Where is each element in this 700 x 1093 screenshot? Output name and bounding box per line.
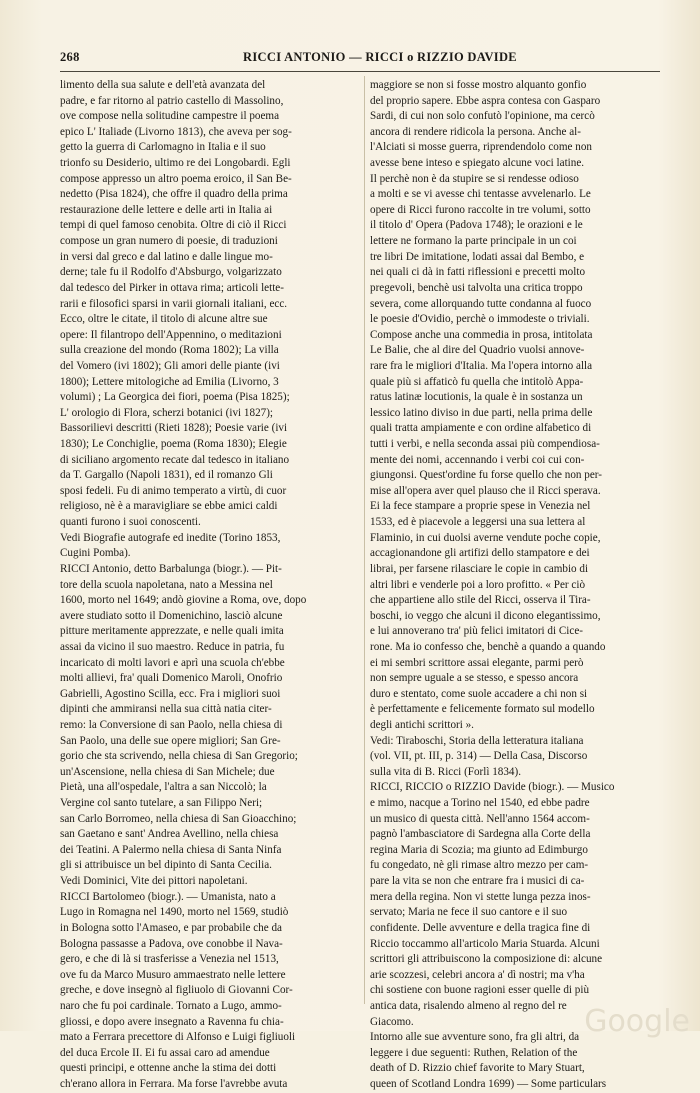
text-line: pagnò l'ambasciatore di Sardegna alla Corte della [370, 828, 591, 841]
text-line: servato; Maria ne fece il suo cantore e il suo [370, 906, 568, 919]
text-line: 1800); Lettere mitologiche ad Emilia (Livorno, 3 [60, 375, 279, 388]
text-line: dei Teatini. A Palermo nella chiesa di Santa Ninfa [60, 843, 282, 856]
page-header [60, 50, 660, 68]
text-line: il titolo d' Opera (Padova 1748); le orazioni e le [370, 219, 583, 232]
text-line: Ei la fece stampare a proprie spese in Venezia nel [370, 500, 591, 513]
text-line: gli si attribuisce un bel dipinto di Santa Cecilia. [60, 859, 272, 872]
text-line: sulla vita di B. Ricci (Forlì 1834). [370, 765, 522, 778]
text-line: volumi) ; La Georgica dei fiori, poema (Pisa 1825); [60, 391, 290, 404]
text-line: boschi, io veggo che alcuni il dicono elegantissimo, [370, 609, 601, 622]
text-line: tutti i verbi, e nella seconda assai più compendiosa- [370, 438, 600, 451]
text-line: altri libri e venderle poi a loro profitto. « Per ciò [370, 578, 586, 591]
text-line: Cugini Pomba). [60, 547, 131, 560]
text-line: tore della scuola napoletana, nato a Messina nel [60, 578, 273, 591]
text-line: e mimo, nacque a Torino nel 1540, ed ebbe padre [370, 797, 590, 810]
text-line: Le Balie, che al dire del Quadrio vuolsi annove- [370, 344, 585, 357]
text-line: mera della regina. Non vi stette lunga pezza inos- [370, 890, 591, 903]
text-line: lettere ne formano la parte principale in un coi [370, 235, 577, 248]
text-line: incaricato di molti lavori e aprì una scuola ch'ebbe [60, 656, 285, 669]
text-line: ove compose nella solitudine campestre il poema [60, 110, 280, 123]
left-column [60, 78, 353, 1093]
text-line: restaurazione delle lettere e delle arti in Italia ai [60, 203, 273, 216]
text-line: di siciliano argomento recate dal tedesco in italiano [60, 453, 290, 466]
text-line: Intorno alle sue avventure sono, fra gli altri, da [370, 1031, 580, 1044]
text-line: san Gaetano e sant' Andrea Avellino, nella chiesa [60, 828, 279, 841]
text-line: Vedi Dominici, Vite dei pittori napoletani. [60, 875, 248, 888]
text-line: le poesie d'Ovidio, perchè o immodeste o triviali. [370, 313, 590, 326]
text-line: avesse bene inteso e spiegato alcune voci latine. [370, 157, 585, 170]
text-line: derne; tale fu il Rodolfo d'Absburgo, volgarizzato [60, 266, 282, 279]
text-line: leggere i due seguenti: Ruthen, Relation of the [370, 1046, 578, 1059]
text-line: death of D. Rizzio chief favorite to Mary Stuart, [370, 1062, 585, 1075]
text-line: del Vomero (ivi 1802); Gli amori delle piante (ivi [60, 359, 280, 372]
text-line: naro che fu poi cardinale. Tornato a Lugo, ammo- [60, 999, 282, 1012]
header-rule [60, 71, 660, 72]
text-line: assai da vicino il suo maestro. Reduce in patria, fu [60, 640, 285, 653]
text-line: greche, e dove insegnò al figliuolo di Giovanni Cor- [60, 984, 293, 997]
text-line: e lui annoverano tra' più felici imitatori di Cice- [370, 625, 583, 638]
text-line: getto la guerra di Carlomagno in Italia e il suo [60, 141, 266, 154]
text-line: mente dei nomi, accennando i verbi coi cui con- [370, 453, 585, 466]
text-line: quanti furono i suoi conoscenti. [60, 516, 201, 529]
text-line: Vergine col santo tutelare, a san Filippo Neri; [60, 797, 263, 810]
text-line: del duca Ercole II. Ei fu assai caro ad amendue [60, 1046, 270, 1059]
right-column [370, 78, 663, 1093]
text-line: del proprio sapere. Ebbe aspra contesa con Gasparo [370, 94, 601, 107]
text-line: mato a Ferrara precettore di Alfonso e Luigi figliuoli [60, 1031, 296, 1044]
text-line: regina Maria di Scozia; ma giunto ad Edimburgo [370, 843, 588, 856]
text-line: Compose anche una commedia in prosa, intitolata [370, 328, 593, 341]
text-line: (vol. VII, pt. III, p. 314) — Della Casa, Discorso [370, 750, 588, 763]
text-line: a molti e se vi avesse chi tentasse avvelenarlo. Le [370, 188, 591, 201]
text-line: Bassorilievi descritti (Rieti 1828); Poesie varie (ivi [60, 422, 288, 435]
text-line: trionfo su Desiderio, ultimo re dei Longobardi. Egli [60, 157, 291, 170]
text-line: gorio che sta scrivendo, nella chiesa di San Gregorio; [60, 750, 298, 763]
text-line: gliossi, e dopo avere insegnato a Ravenna fu chia- [60, 1015, 284, 1028]
text-line: fu congedato, nè gli rimase altro mezzo per cam- [370, 859, 589, 872]
text-line: dal tedesco del Pirker in ottava rima; articoli lette- [60, 281, 284, 294]
text-line: l'Alciati si mosse guerra, riprendendolo come non [370, 141, 592, 154]
text-line: 1830); Le Conchiglie, poema (Roma 1830); Elegie [60, 438, 287, 451]
text-line: epico L' Italiade (Livorno 1813), che aveva per sog- [60, 125, 292, 138]
text-line: duro e stentato, come suole accadere a chi non si [370, 687, 588, 700]
text-line: che appartiene allo stile del Ricci, osserva il Tira- [370, 594, 591, 607]
text-line: ratus latinæ locutionis, la quale è in sostanza un [370, 391, 583, 404]
text-line: pregevoli, benchè usi talvolta una critica troppo [370, 281, 583, 294]
watermark: Google [584, 1004, 690, 1039]
text-line: scrittori gli attribuiscono la composizione di: alcune [370, 953, 603, 966]
text-line: san Carlo Borromeo, nella chiesa di San Gioacchino; [60, 812, 297, 825]
text-line: Giacomo. [370, 1015, 414, 1028]
text-line: opere: Il filantropo dell'Appennino, o meditazioni [60, 328, 282, 341]
text-line: da T. Gargallo (Napoli 1831), ed il romanzo Gli [60, 469, 273, 482]
text-line: RICCI Antonio, detto Barbalunga (biogr.). — Pit- [60, 562, 282, 575]
text-line: 1533, ed è piacevole a leggersi una sua lettera al [370, 516, 586, 529]
text-line: gero, e che di là si trasferisse a Venezia nel 1513, [60, 953, 279, 966]
running-title: RICCI ANTONIO — RICCI o RIZZIO DAVIDE [243, 50, 517, 64]
text-line: avere studiato sotto il Domenichino, lasciò alcune [60, 609, 283, 622]
text-line: RICCI, RICCIO o RIZZIO Davide (biogr.). — Musico [370, 781, 615, 794]
text-line: Vedi: Tiraboschi, Storia della letteratura italiana [370, 734, 584, 747]
text-line: San Paolo, una delle sue opere migliori; San Gre- [60, 734, 281, 747]
text-line: arie scozzesi, celebri ancora a' dì nostri; ma v'ha [370, 968, 585, 981]
text-line: maggiore se non si fosse mostro alquanto gonfio [370, 79, 587, 91]
text-line: sposi fedeli. Fu di animo temperato a virtù, di cuor [60, 484, 287, 497]
text-line: compose appresso un altro poema eroico, il San Be- [60, 172, 292, 185]
text-line: Ecco, oltre le citate, il titolo di alcune altre sue [60, 313, 268, 326]
text-line: mise all'opera aver quel plauso che il Ricci sperava. [370, 484, 601, 497]
text-line: accagionandone gli artifizi dello stampatore e dei [370, 547, 590, 560]
text-line: 1600, morto nel 1649; andò giovine a Roma, ove, dopo [60, 594, 307, 607]
text-line: limento della sua salute e dell'età avanzata del [60, 79, 266, 91]
text-line: sulla creazione del mondo (Roma 1802); La villa [60, 344, 279, 357]
text-line: compose un gran numero di poesie, di traduzioni [60, 235, 278, 248]
text-line: L' orologio di Flora, scherzi botanici (ivi 1827); [60, 406, 274, 419]
text-line: non sempre uguale a se stesso, e spesso ancora [370, 672, 579, 685]
text-line: rare fra le migliori d'Italia. Ma l'opera intorno alla [370, 359, 593, 372]
text-line: severa, come allorquando tutte condanna al fuoco [370, 297, 592, 310]
text-line: ei mi sembri scrittore assai elegante, parmi però [370, 656, 584, 669]
text-line: Pietà, una all'ospedale, l'altra a san Niccolò; la [60, 781, 267, 794]
text-line: antica data, risalendo almeno al regno del re [370, 999, 567, 1012]
text-line: ancora di rendere ridicola la persona. Anche al- [370, 125, 581, 138]
text-line: remo: la Conversione di san Paolo, nella chiesa di [60, 718, 283, 731]
text-line: Sardi, di cui non solo confutò l'opinione, ma cercò [370, 110, 595, 123]
text-line: Gabrielli, Agostino Scilla, ecc. Fra i migliori suoi [60, 687, 281, 700]
text-line: ove fu da Marco Musuro ammaestrato nelle lettere [60, 968, 286, 981]
text-line: Flaminio, in cui duolsi averne vendute poche copie, [370, 531, 601, 544]
text-line: nedetto (Pisa 1824), che offre il quadro della prima [60, 188, 288, 201]
text-line: queen of Scotland Londra 1699) — Some particulars [370, 1078, 607, 1090]
text-line: quali tratta ampiamente e con ordine alfabetico di [370, 422, 592, 435]
text-line: degli antichi scrittori ». [370, 718, 474, 731]
text-line: nei quali ci dà in fatti riflessioni e precetti molto [370, 266, 586, 279]
page-number: 268 [60, 50, 80, 64]
text-line: ch'erano allora in Ferrara. Ma forse l'avrebbe avuta [60, 1078, 288, 1090]
column-divider [364, 76, 365, 1004]
text-line: pare la vita se non che entrare fra i musici di ca- [370, 875, 585, 888]
text-line: in Bologna sotto l'Amaseo, e par probabile che da [60, 921, 282, 934]
text-line: rone. Ma io confesso che, benchè a quando a quando [370, 640, 606, 653]
text-line: rarii e filosofici sparsi in varii giornali italiani, ecc. [60, 297, 288, 310]
text-line: Vedi Biografie autografe ed inedite (Torino 1853, [60, 531, 281, 544]
text-line: Il perchè non è da stupire se si rendesse odioso [370, 172, 579, 185]
text-line: RICCI Bartolomeo (biogr.). — Umanista, nato a [60, 890, 276, 903]
text-line: tempi di quel famoso cenobita. Oltre di ciò il Ricci [60, 219, 287, 232]
text-line: tre libri De imitatione, lodati assai dal Bembo, e [370, 250, 585, 263]
text-line: Bologna passasse a Padova, ove conobbe il Nava- [60, 937, 283, 950]
text-line: molti allievi, fra' quali Domenico Maroli, Onofrio [60, 672, 283, 685]
text-line: Riccio toccammo all'articolo Maria Stuarda. Alcuni [370, 937, 600, 950]
text-line: librai, per farsene rilasciare le copie in cambio di [370, 562, 589, 575]
text-line: un musico di questa città. Nell'anno 1564 accom- [370, 812, 590, 825]
text-line: quale più si affaticò fu quella che intitolò Appa- [370, 375, 584, 388]
text-line: giungonsi. Quest'ordine fu forse quello che non per- [370, 469, 602, 482]
text-line: confidente. Delle avventure e della tragica fine di [370, 921, 591, 934]
text-line: è perfettamente e felicemente formato sul modello [370, 703, 595, 716]
text-line: in versi dal greco e dal latino e dalle lingue mo- [60, 250, 273, 263]
text-line: religioso, nè è a maravigliare se ebbe amici caldi [60, 500, 278, 513]
text-line: lessico latino diviso in due parti, nella prima delle [370, 406, 593, 419]
text-line: padre, e far ritorno al patrio castello di Massolino, [60, 94, 284, 107]
text-line: Lugo in Romagna nel 1490, morto nel 1569, studiò [60, 906, 289, 919]
text-line: questi principi, e ottenne anche la stima dei dotti [60, 1062, 277, 1075]
text-line: un'Ascensione, nella chiesa di San Michele; due [60, 765, 275, 778]
text-line: chi sostiene con buone ragioni esser quelle di più [370, 984, 590, 997]
text-line: pitture meritamente apprezzate, e nelle quali imita [60, 625, 284, 638]
text-line: opere di Ricci furono raccolte in tre volumi, sotto [370, 203, 591, 216]
text-line: dipinti che ammiransi nella sua città natia citer- [60, 703, 272, 716]
